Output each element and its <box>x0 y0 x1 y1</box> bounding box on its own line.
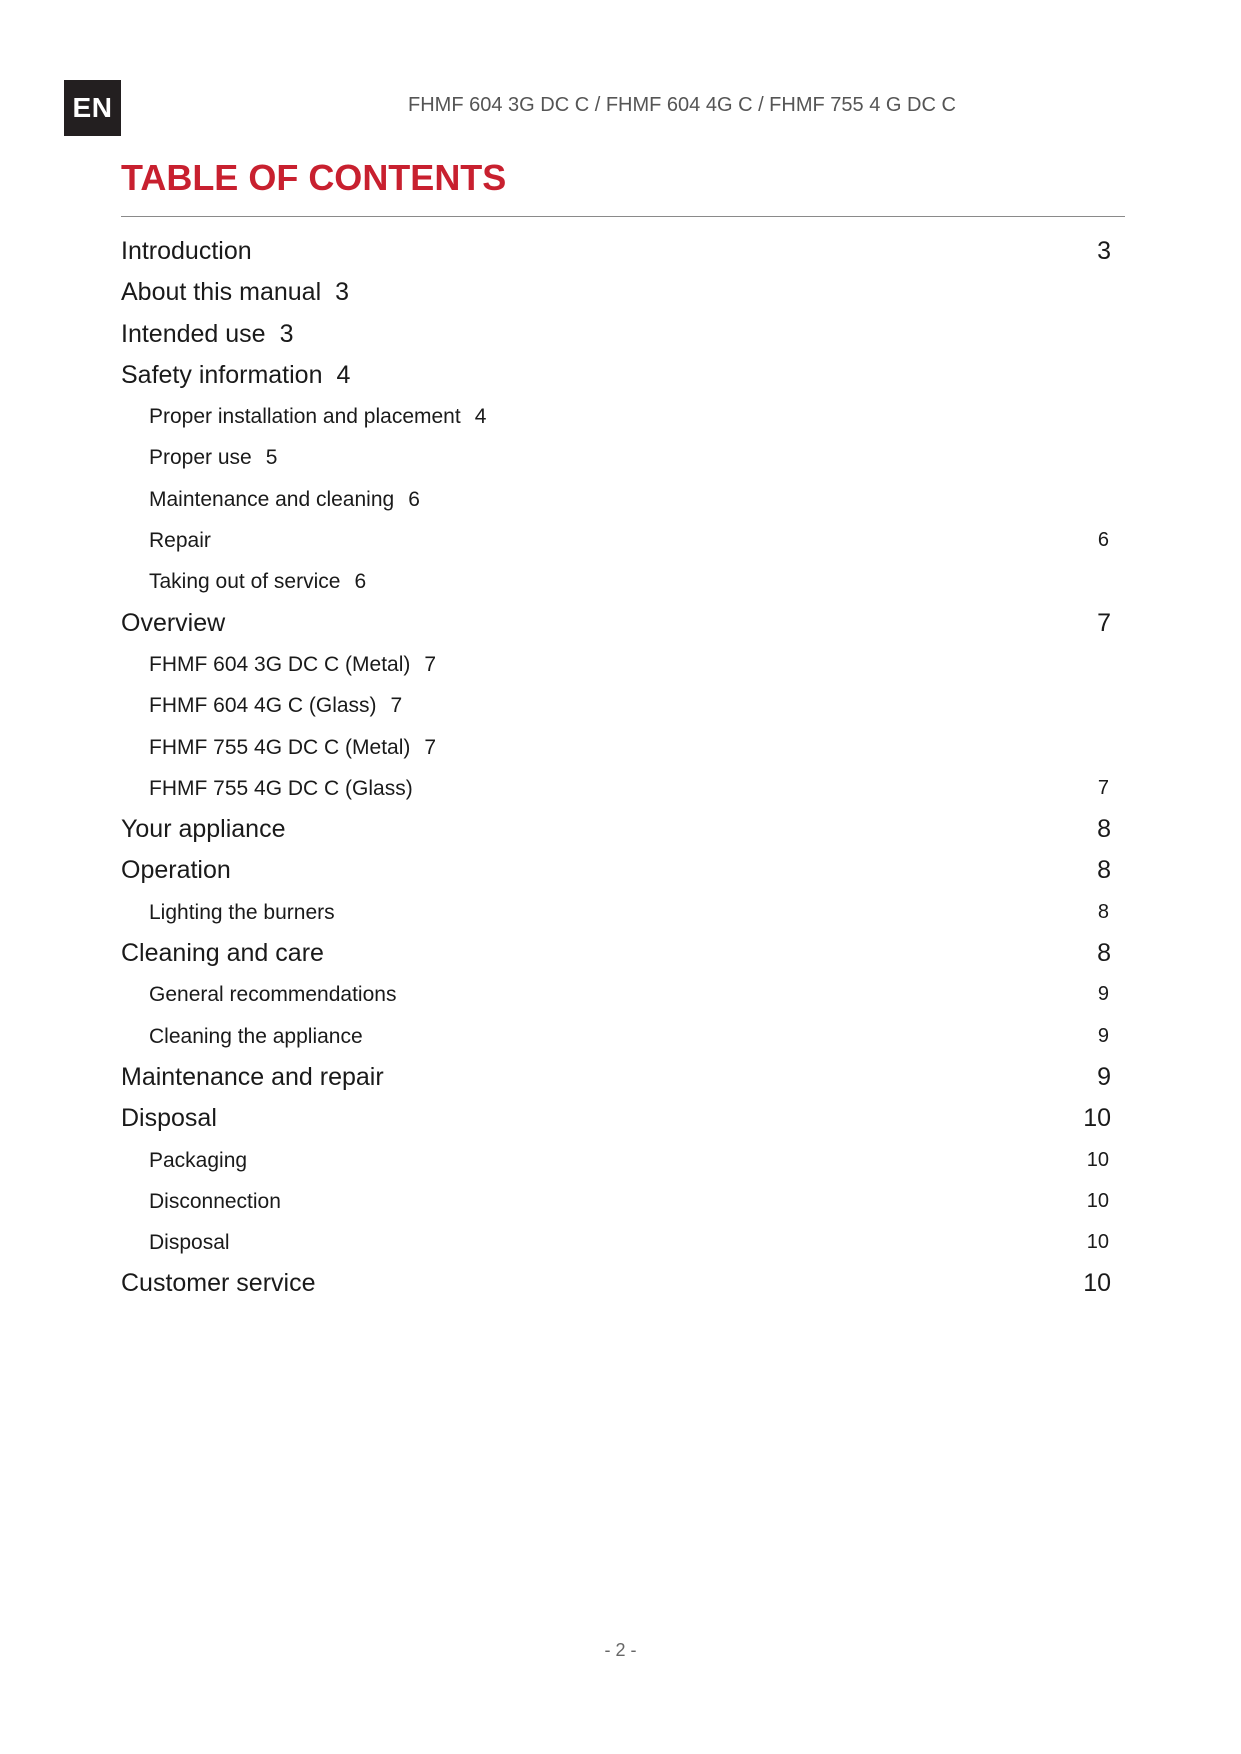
toc-entry-title-text: Intended use <box>121 319 266 348</box>
page-number: - 2 - <box>604 1640 637 1660</box>
toc-entry-page: 7 <box>1097 608 1111 637</box>
toc-entry-title <box>149 405 486 429</box>
toc-entry-page: 6 <box>1097 529 1109 552</box>
toc-entry[interactable] <box>121 936 1121 977</box>
toc-entry-title-text: Maintenance and cleaning <box>149 487 395 511</box>
toc-entry[interactable] <box>121 895 1121 936</box>
toc-entry-title-text: About this manual <box>121 278 322 307</box>
toc-entry-page: 8 <box>1097 856 1111 885</box>
toc-entry[interactable] <box>121 812 1121 853</box>
toc-entry-page: 3 <box>1097 237 1111 265</box>
toc-entry[interactable] <box>121 688 1121 729</box>
model-header: FHMF 604 3G DC C / FHMF 604 4G C / FHMF 755 4 G DC C <box>408 94 956 116</box>
toc-entry-title-text: Taking out of service <box>149 570 341 594</box>
toc-entry-page: 10 <box>1086 1189 1109 1212</box>
toc-entry-page: 7 <box>424 652 437 676</box>
toc-entry[interactable] <box>121 1019 1121 1060</box>
toc-entry[interactable] <box>121 317 1121 358</box>
toc-entry[interactable] <box>121 1101 1121 1142</box>
toc-entry-title <box>149 488 420 512</box>
toc-entry-title-text: Safety information <box>121 360 323 389</box>
toc-entry-title-text: Maintenance and repair <box>121 1062 384 1091</box>
toc-entry-title-text: Disconnection <box>149 1189 281 1213</box>
toc-entry-page: 10 <box>1083 1104 1111 1133</box>
toc-entry[interactable] <box>121 399 1121 440</box>
toc-entry-title <box>149 446 277 470</box>
toc-entry-title-text: Customer service <box>121 1269 316 1298</box>
toc-entry-title <box>121 237 252 266</box>
toc-entry-title-text: Overview <box>121 608 226 637</box>
toc-entry-page: 7 <box>1097 776 1109 799</box>
toc-entry[interactable] <box>121 523 1121 564</box>
toc-entry-title <box>121 1269 316 1298</box>
toc-entry-page: 9 <box>1097 1024 1109 1047</box>
toc-entry-title <box>149 901 335 925</box>
table-of-contents <box>121 234 1121 1308</box>
toc-entry-page: 6 <box>408 487 420 511</box>
toc-entry-title <box>121 1104 217 1133</box>
toc-entry-title <box>121 609 225 638</box>
toc-entry-title <box>149 1149 247 1173</box>
toc-entry[interactable] <box>121 771 1121 812</box>
page-title: TABLE OF CONTENTS <box>121 157 507 198</box>
toc-entry-title <box>121 815 286 844</box>
toc-entry-title <box>149 777 413 801</box>
toc-entry-page: 4 <box>336 360 351 389</box>
toc-entry-title-text: FHMF 604 4G C (Glass) <box>149 694 377 718</box>
toc-entry-page: 10 <box>1086 1231 1109 1254</box>
toc-entry-title <box>149 983 396 1007</box>
toc-entry-title <box>121 939 324 968</box>
toc-entry-title-text: Disposal <box>121 1104 217 1133</box>
toc-entry-title-text: General recommendations <box>149 983 397 1007</box>
toc-entry-page: 7 <box>390 694 403 718</box>
toc-entry-title <box>149 1025 363 1049</box>
toc-entry[interactable] <box>121 853 1121 894</box>
toc-entry[interactable] <box>121 1143 1121 1184</box>
toc-entry[interactable] <box>121 1266 1121 1307</box>
toc-entry-title <box>121 278 349 307</box>
toc-entry-title <box>149 1231 230 1255</box>
toc-entry-title-text: Proper use <box>149 446 252 470</box>
toc-entry-title-text: Your appliance <box>121 815 286 844</box>
toc-entry-title <box>121 1063 384 1092</box>
toc-entry-page: 7 <box>424 735 437 759</box>
toc-entry-title-text: Disposal <box>149 1231 230 1255</box>
toc-entry-title-text: Packaging <box>149 1148 248 1172</box>
toc-entry-title-text: FHMF 755 4G DC C (Metal) <box>149 735 411 759</box>
toc-entry-title <box>149 570 366 594</box>
toc-entry-title <box>121 856 231 885</box>
toc-entry-title <box>121 361 350 390</box>
toc-entry[interactable] <box>121 564 1121 605</box>
toc-entry-title-text: Cleaning and care <box>121 939 324 968</box>
toc-entry[interactable] <box>121 977 1121 1018</box>
toc-entry-page: 5 <box>265 446 278 470</box>
toc-entry-page: 8 <box>1097 815 1111 844</box>
toc-entry[interactable] <box>121 1184 1121 1225</box>
toc-entry-title <box>121 320 293 349</box>
toc-entry-title-text: Repair <box>149 529 211 553</box>
toc-entry[interactable] <box>121 1060 1121 1101</box>
title-divider <box>121 216 1125 217</box>
toc-entry[interactable] <box>121 1225 1121 1266</box>
toc-entry-page: 6 <box>354 570 367 594</box>
toc-entry-title-text: Proper installation and placement <box>149 405 461 429</box>
toc-entry-title <box>149 736 436 760</box>
toc-entry-page: 9 <box>1097 983 1109 1006</box>
language-badge: EN <box>64 80 121 136</box>
toc-entry-page: 4 <box>474 405 487 429</box>
toc-entry-title <box>149 529 211 553</box>
toc-entry-title <box>149 1190 281 1214</box>
toc-entry-page: 9 <box>1097 1062 1111 1091</box>
toc-entry-title-text: FHMF 604 3G DC C (Metal) <box>149 652 411 676</box>
toc-entry[interactable] <box>121 730 1121 771</box>
toc-entry-page: 3 <box>335 278 350 307</box>
toc-entry-title-text: FHMF 755 4G DC C (Glass) <box>149 776 413 800</box>
toc-entry[interactable] <box>121 647 1121 688</box>
toc-entry[interactable] <box>121 482 1121 523</box>
toc-entry[interactable] <box>121 234 1121 275</box>
toc-entry-page: 3 <box>279 319 294 348</box>
toc-entry-title <box>149 694 402 718</box>
toc-entry[interactable] <box>121 440 1121 481</box>
toc-entry-page: 8 <box>1097 900 1109 923</box>
toc-entry-title-text: Introduction <box>121 237 252 265</box>
toc-entry-page: 10 <box>1083 1269 1111 1298</box>
toc-entry-title <box>149 653 436 677</box>
toc-entry[interactable] <box>121 358 1121 399</box>
toc-entry[interactable] <box>121 275 1121 316</box>
toc-entry-page: 10 <box>1086 1148 1109 1171</box>
toc-entry-title-text: Lighting the burners <box>149 900 335 924</box>
toc-entry-page: 8 <box>1097 939 1111 968</box>
toc-entry-title-text: Operation <box>121 856 231 885</box>
toc-entry-title-text: Cleaning the appliance <box>149 1024 363 1048</box>
toc-entry[interactable] <box>121 606 1121 647</box>
